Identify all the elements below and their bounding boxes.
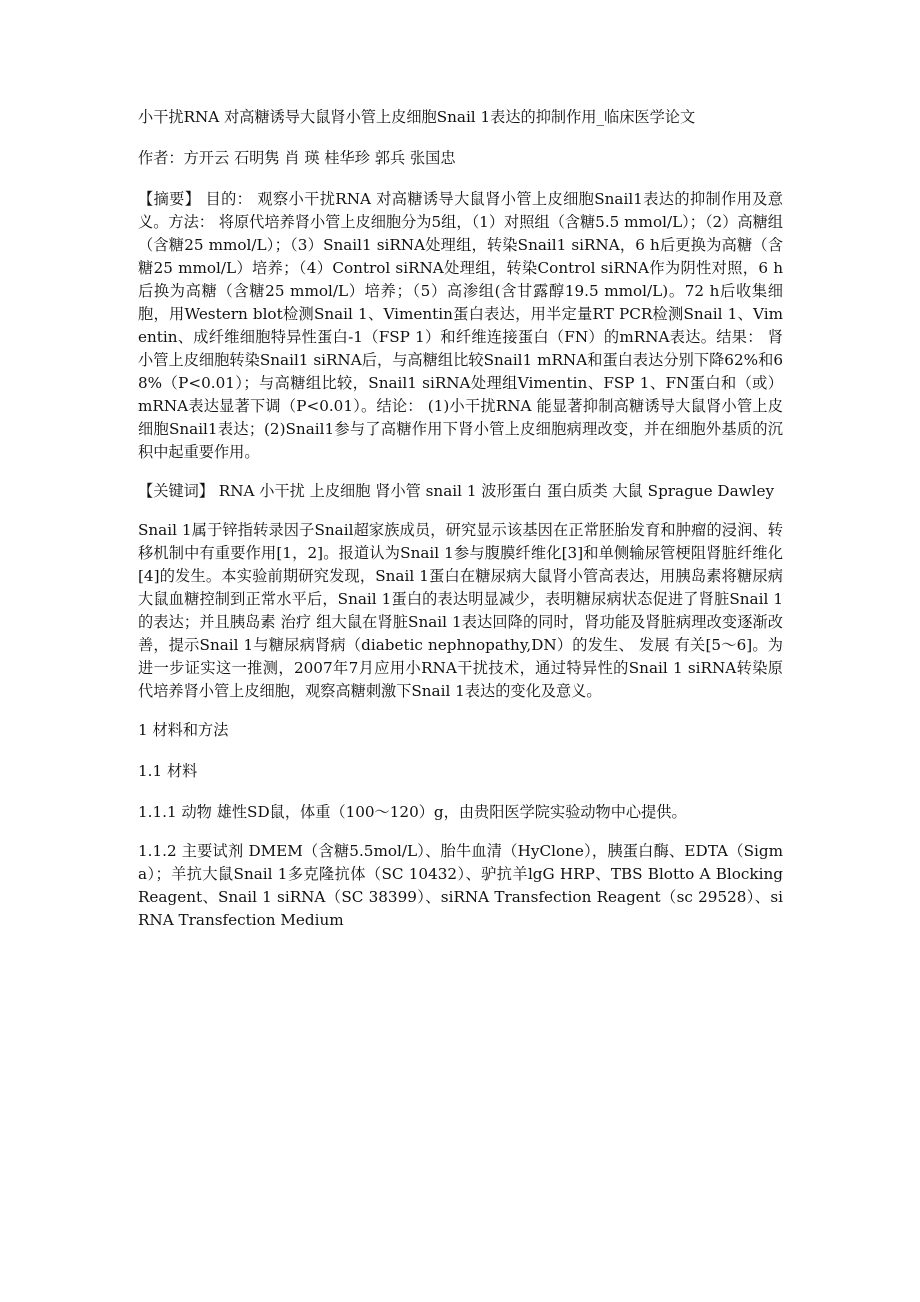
subsection-heading-materials: 1.1 材料 bbox=[138, 762, 198, 780]
document-page bbox=[138, 106, 783, 948]
article-title: 小干扰RNA 对高糖诱导大鼠肾小管上皮细胞Snail 1表达的抑制作用_临床医学论文 bbox=[138, 108, 696, 126]
keywords-paragraph: 【关键词】 RNA 小干扰 上皮细胞 肾小管 snail 1 波形蛋白 蛋白质类 大鼠 Sprague Dawley bbox=[138, 482, 775, 500]
author-line: 作者：方开云 石明隽 肖 瑛 桂华珍 郭兵 张国忠 bbox=[138, 149, 456, 167]
paragraph-animals: 1.1.1 动物 雄性SD鼠，体重（100～120）g，由贵阳医学院实验动物中心提供。 bbox=[138, 803, 687, 821]
intro-paragraph: Snail 1属于锌指转录因子Snail超家族成员，研究显示该基因在正常胚胎发育和肿瘤的浸润、转移机制中有重要作用[1，2]。报道认为Snail 1参与腹膜纤维化[3]和单侧输尿管梗阻肾脏纤维化[4]的发生。本实验前期研究发现，Snail 1蛋白在糖尿病大鼠肾小管高表达，用胰岛素将糖尿病大鼠血糖控制到正常水平后，Snail 1蛋白的表达明显减少，表明糖尿病状态促进了肾脏Snail 1的表达；并且胰岛素 治疗 组大鼠在肾脏Snail 1表达回降的同时，肾功能及肾脏病理改变逐渐改善，提示Snail 1与糖尿病肾病（diabetic nephnopathy,DN）的发生、 发展 有关[5～6]。为进一步证实这一推测，2007年7月应用小RNA干扰技术，通过特异性的Snail 1 siRNA转染原代培养肾小管上皮细胞，观察高糖刺激下Snail 1表达的变化及意义。 bbox=[138, 521, 783, 700]
paragraph-reagents: 1.1.2 主要试剂 DMEM（含糖5.5mol/L）、胎牛血清（HyClone），胰蛋白酶、EDTA（Sigma）；羊抗大鼠Snail 1多克隆抗体（SC 10432）、驴抗羊lgG HRP、TBS Blotto A Blocking Reagent、Snail 1 siRNA（SC 38399）、siRNA Transfection Reagent（sc 29528）、siRNA Transfection Medium bbox=[138, 842, 783, 929]
section-heading-materials-methods: 1 材料和方法 bbox=[138, 721, 229, 739]
abstract-paragraph: 【摘要】 目的： 观察小干扰RNA 对高糖诱导大鼠肾小管上皮细胞Snail1表达的抑制作用及意义。方法： 将原代培养肾小管上皮细胞分为5组，（1）对照组（含糖5.5 mmol/L）；（2）高糖组（含糖25 mmol/L）；（3）Snail1 siRNA处理组，转染Snail1 siRNA，6 h后更换为高糖（含糖25 mmol/L）培养；（4）Control siRNA处理组，转染Control siRNA作为阴性对照，6 h后换为高糖（含糖25 mmol/L）培养；（5）高渗组(含甘露醇19.5 mmol/L)。72 h后收集细胞，用Western blot检测Snail 1、Vimentin蛋白表达，用半定量RT PCR检测Snail 1、Vimentin、成纤维细胞特异性蛋白-1（FSP 1）和纤维连接蛋白（FN）的mRNA表达。结果： 肾小管上皮细胞转染Snail1 siRNA后，与高糖组比较Snail1 mRNA和蛋白表达分别下降62%和68%（P<0.01）；与高糖组比较，Snail1 siRNA处理组Vimentin、FSP 1、FN蛋白和（或）mRNA表达显著下调（P<0.01）。结论： (1)小干扰RNA 能显著抑制高糖诱导大鼠肾小管上皮细胞Snail1表达；(2)Snail1参与了高糖作用下肾小管上皮细胞病理改变，并在细胞外基质的沉积中起重要作用。 bbox=[138, 190, 783, 461]
